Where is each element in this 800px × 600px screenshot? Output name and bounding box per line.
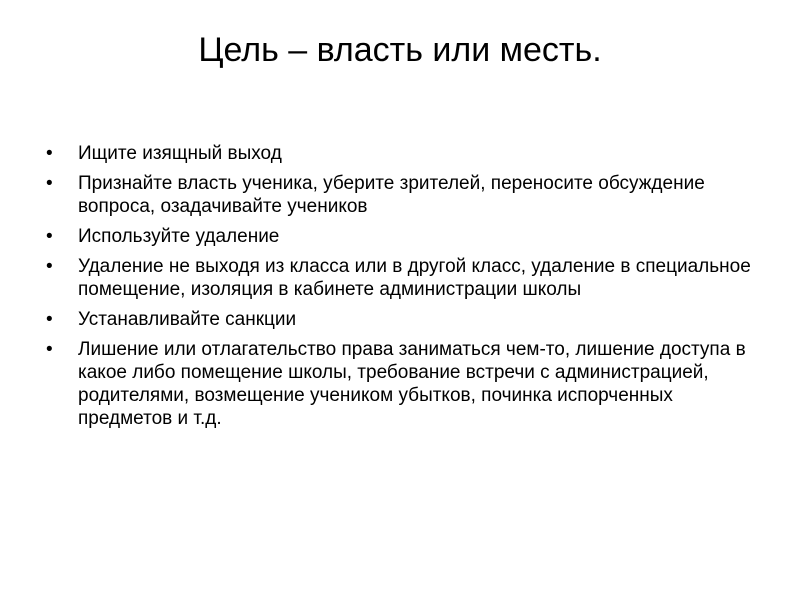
bullet-icon: • (46, 309, 53, 330)
list-item (44, 255, 756, 301)
bullet-text: Удаление не выходя из класса или в другой класс, удаление в специальное помещение, изоляция в кабинете администрации школы (78, 256, 751, 300)
slide-title: Цель – власть или месть. (198, 31, 602, 69)
list-item (44, 308, 756, 331)
bullet-icon: • (46, 339, 53, 360)
list-item (44, 172, 756, 218)
bullet-text: Лишение или отлагательство права заниматься чем-то, лишение доступа в какое либо помещение школы, требование встречи с администрацией, родителями, возмещение учеником убытков, починка испорченных предметов и т.д. (78, 339, 746, 429)
list-item (44, 142, 756, 165)
list-item (44, 338, 756, 430)
list-item (44, 225, 756, 248)
bullet-icon: • (46, 143, 53, 164)
bullet-list (44, 142, 756, 437)
bullet-icon: • (46, 256, 53, 277)
bullet-icon: • (46, 226, 53, 247)
bullet-icon: • (46, 173, 53, 194)
bullet-text: Используйте удаление (78, 226, 280, 247)
bullet-text: Ищите изящный выход (78, 143, 282, 164)
bullet-text: Устанавливайте санкции (78, 309, 297, 330)
bullet-text: Признайте власть ученика, уберите зрителей, переносите обсуждение вопроса, озадачивайте учеников (78, 173, 705, 217)
